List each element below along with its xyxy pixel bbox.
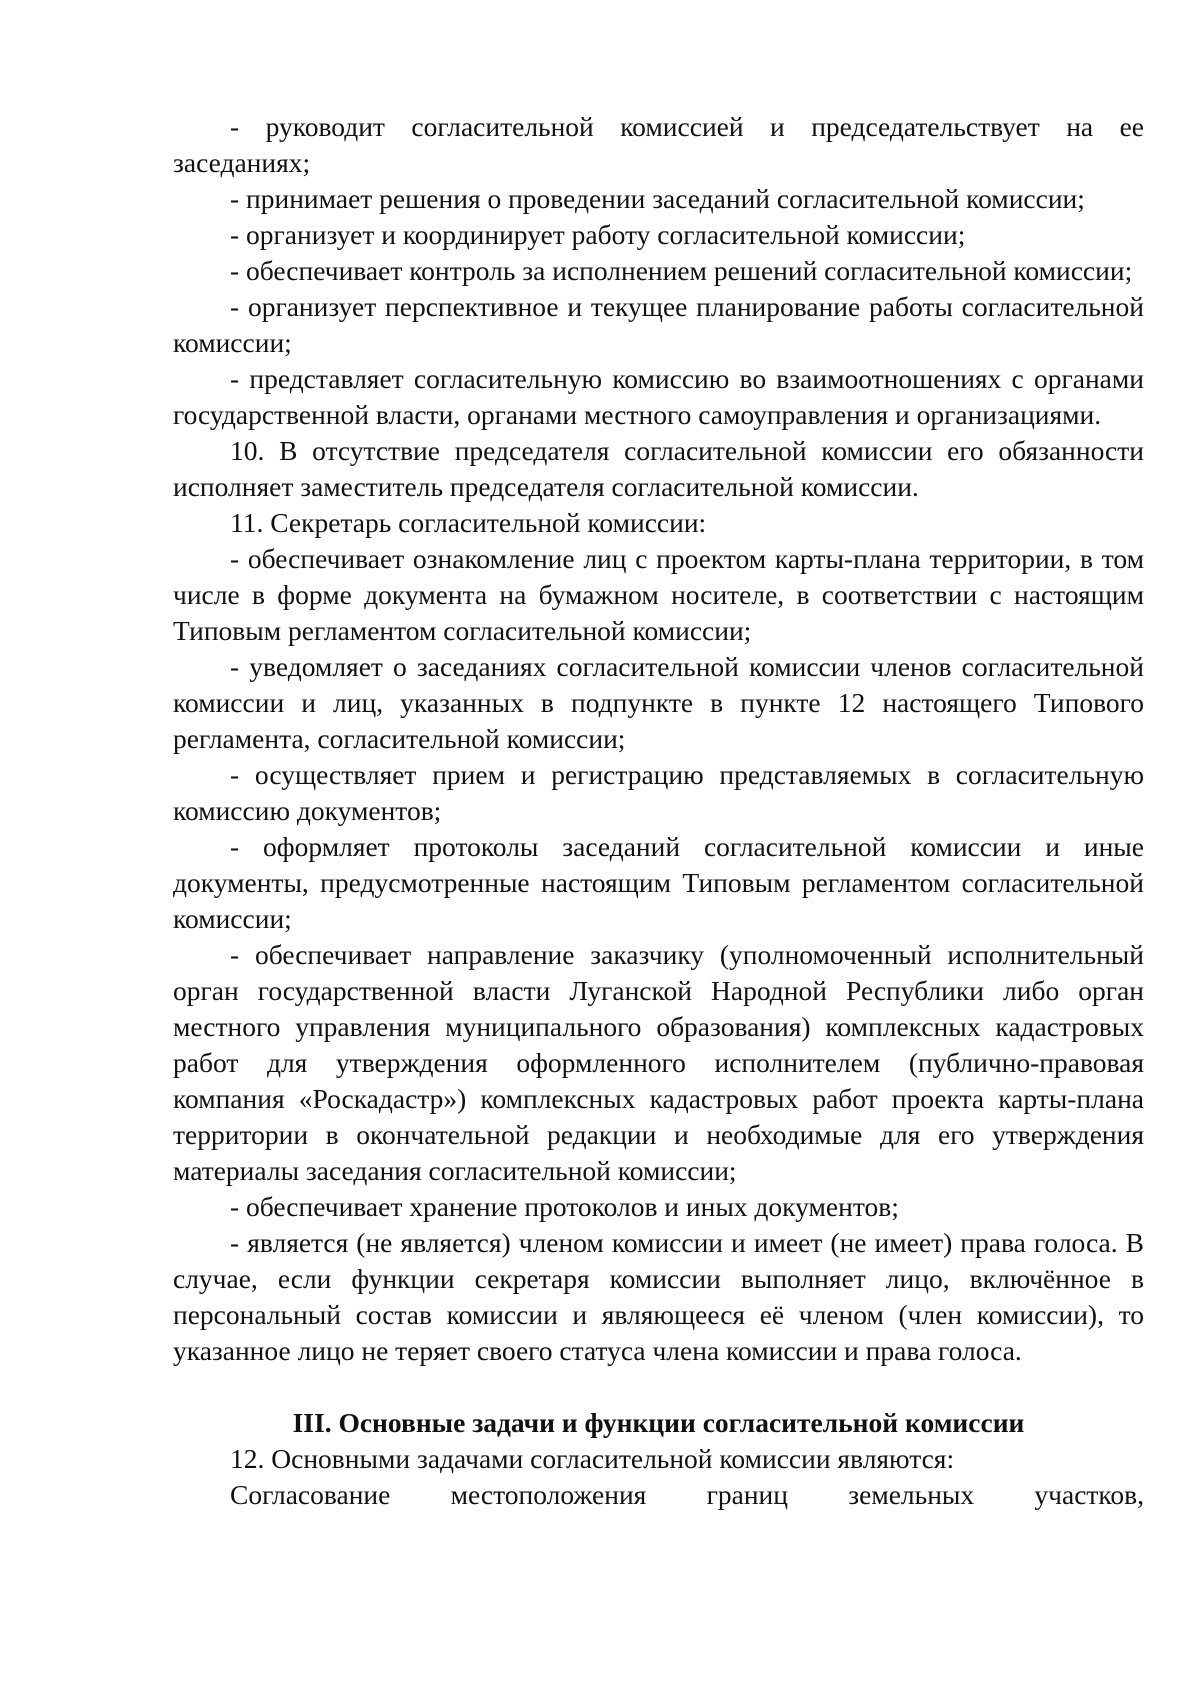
paragraph-13: - обеспечивает направление заказчику (уполномоченный исполнительный орган государственной власти Луганской Народной Республики либо орган местного управления муниципального образования) комплексных кадастровых работ для утверждения оформленного исполнителем (публично-правовая компания «Роскадастр») комплексных кадастровых работ проекта карты-плана территории в окончательной редакции и необходимые для его утверждения материалы заседания согласительной комиссии; <box>173 939 1144 1186</box>
paragraph-15: - является (не является) членом комиссии и имеет (не имеет) права голоса. В случае, если функции секретаря комиссии выполняет лицо, включённое в персональный состав комиссии и являющееся её членом (член комиссии), то указанное лицо не теряет своего статуса члена комиссии и права голоса. <box>173 1227 1144 1366</box>
paragraph-14: - обеспечивает хранение протоколов и иных документов; <box>230 1191 899 1222</box>
paragraph-7: 10. В отсутствие председателя согласительной комиссии его обязанности исполняет заместитель председателя согласительной комиссии. <box>173 435 1144 502</box>
paragraph-12: - оформляет протоколы заседаний согласительной комиссии и иные документы, предусмотренные настоящим Типовым регламентом согласительной комиссии; <box>173 831 1144 934</box>
paragraph-2: - принимает решения о проведении заседаний согласительной комиссии; <box>230 183 1085 214</box>
paragraph-4: - обеспечивает контроль за исполнением решений согласительной комиссии; <box>230 255 1133 286</box>
paragraph-9: - обеспечивает ознакомление лиц с проектом карты-плана территории, в том числе в форме документа на бумажном носителе, в соответствии с настоящим Типовым регламентом согласительной комиссии; <box>173 543 1144 646</box>
paragraph-16: 12. Основными задачами согласительной комиссии являются: <box>230 1443 955 1474</box>
paragraph-6: - представляет согласительную комиссию во взаимоотношениях с органами государственной власти, органами местного самоуправления и организациями. <box>173 363 1144 430</box>
paragraph-3: - организует и координирует работу согласительной комиссии; <box>230 219 966 250</box>
paragraph-8: 11. Секретарь согласительной комиссии: <box>230 507 707 538</box>
document-page <box>173 109 1144 1513</box>
section-heading: III. Основные задачи и функции согласительной комиссии <box>292 1407 1025 1438</box>
paragraph-5: - организует перспективное и текущее планирование работы согласительной комиссии; <box>173 291 1144 358</box>
paragraph-11: - осуществляет прием и регистрацию представляемых в согласительную комиссию документов; <box>173 759 1144 826</box>
paragraph-17: Согласование местоположения границ земельных участков, <box>230 1479 1144 1510</box>
paragraph-10: - уведомляет о заседаниях согласительной комиссии членов согласительной комиссии и лиц, указанных в подпункте в пункте 12 настоящего Типового регламента, согласительной комиссии; <box>173 651 1144 754</box>
paragraph-1: - руководит согласительной комиссией и председательствует на ее заседаниях; <box>173 111 1144 178</box>
